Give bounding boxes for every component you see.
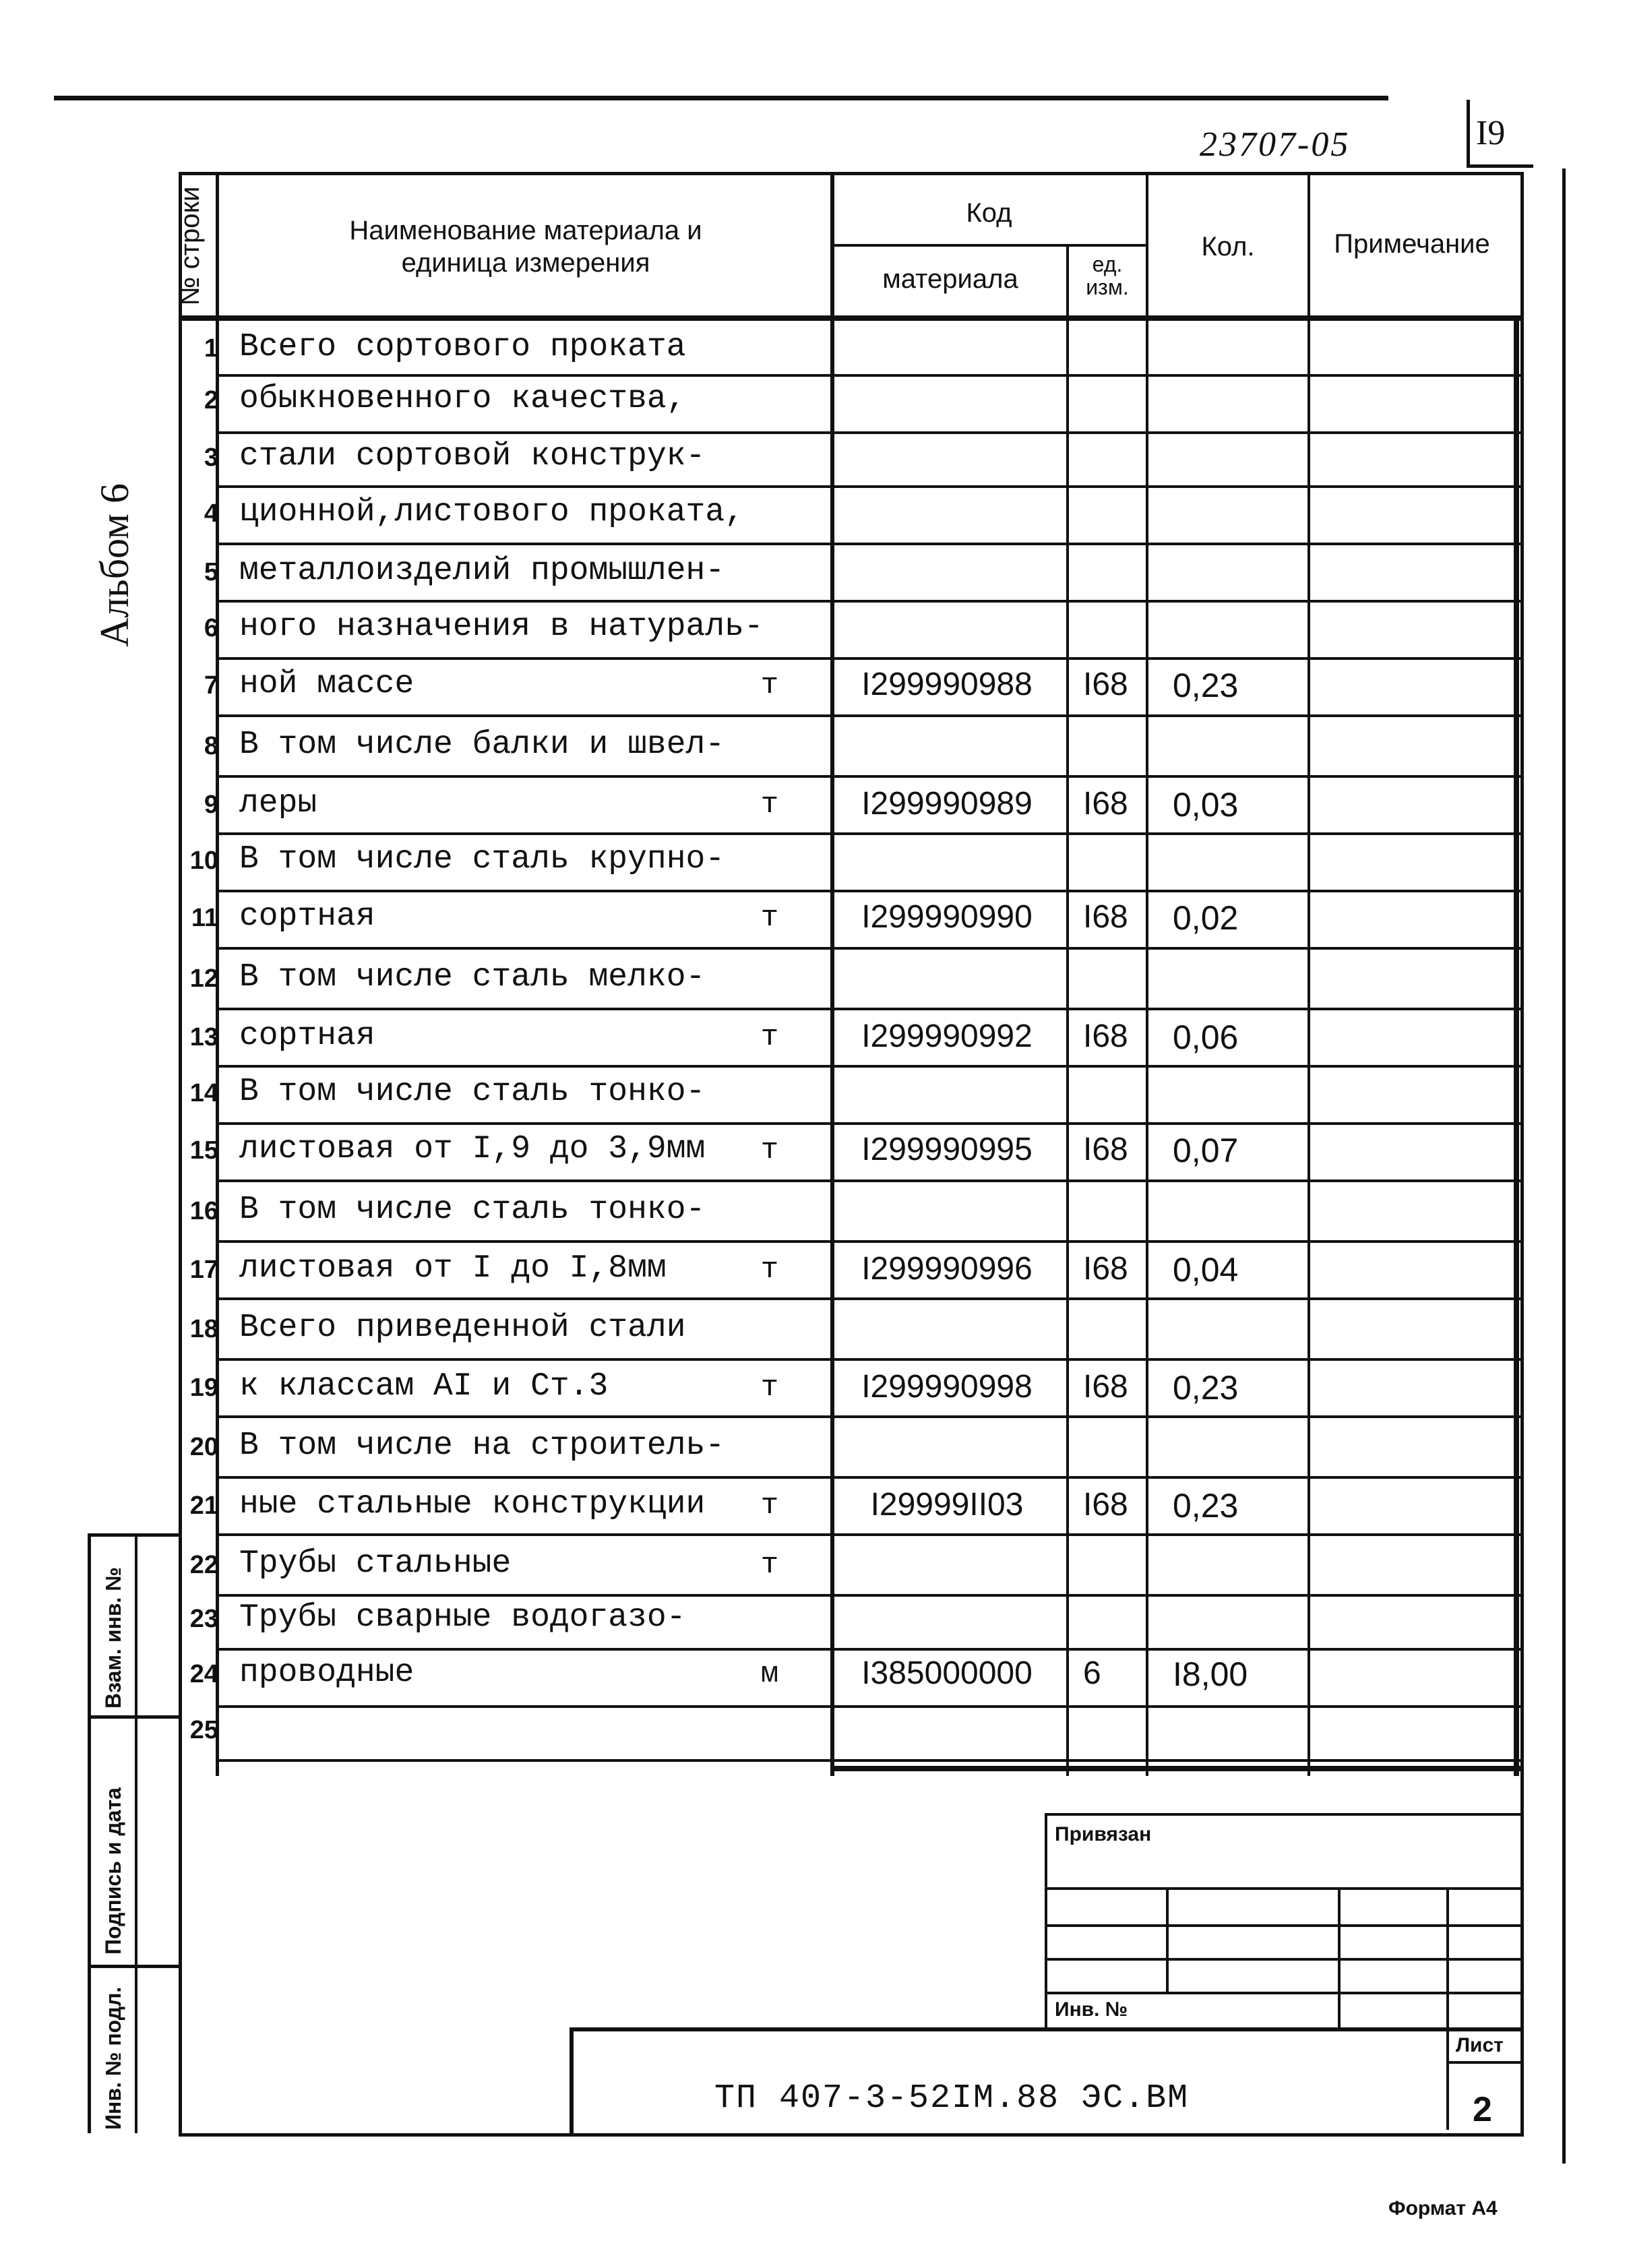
header-row-number: № строки — [175, 186, 205, 306]
col-line-code — [1066, 246, 1069, 1776]
row-unit: т — [760, 1489, 779, 1523]
row-number: 9 — [204, 791, 218, 819]
row-material-name: сортная — [239, 1018, 375, 1054]
row-unit: т — [760, 1371, 779, 1405]
sheet-number: I9 — [1476, 114, 1506, 152]
row-material-name: ные стальные конструкции — [239, 1486, 706, 1523]
row-material-name: Трубы стальные — [239, 1545, 512, 1582]
row-quantity: I8,00 — [1173, 1655, 1248, 1693]
stamp-row4 — [1045, 1992, 1524, 1994]
header-bottom — [179, 315, 1524, 321]
row-number: 22 — [189, 1550, 218, 1579]
row-separator — [216, 657, 1524, 660]
row-material-code: I299990989 — [861, 786, 1033, 822]
row-number: 23 — [189, 1604, 218, 1633]
row-separator — [216, 1759, 1524, 1762]
row-unit-code: I68 — [1083, 898, 1128, 935]
row-quantity: 0,23 — [1173, 1487, 1239, 1525]
row-separator — [216, 1179, 1524, 1182]
stamp-row2 — [1045, 1924, 1524, 1927]
row-material-name: ционной,листового проката, — [239, 493, 744, 530]
row-number: 25 — [189, 1715, 218, 1744]
row-material-name: металлоизделий промышлен- — [239, 553, 725, 589]
album-label: Альбом 6 — [92, 483, 137, 647]
row-number: 7 — [204, 671, 218, 700]
stamp-top — [1045, 1813, 1524, 1816]
row-separator — [216, 374, 1524, 377]
row-material-name: стали сортовой конструк- — [239, 438, 706, 474]
row-material-code: I299990992 — [861, 1018, 1033, 1054]
row-separator — [216, 1065, 1524, 1068]
row-separator — [216, 1297, 1524, 1300]
row-separator — [216, 832, 1524, 835]
row-number: 6 — [204, 613, 218, 642]
row-material-code: I299990998 — [861, 1369, 1033, 1405]
row-unit-code: I68 — [1083, 1487, 1128, 1523]
header-code-unit: ед. изм. — [1086, 252, 1129, 299]
row-material-code: I299990996 — [861, 1251, 1033, 1287]
row-separator — [216, 543, 1524, 545]
row-number: 24 — [189, 1660, 218, 1688]
row-number: 11 — [191, 903, 218, 932]
row-separator — [216, 1358, 1524, 1361]
row-number: 19 — [189, 1374, 218, 1402]
row-separator — [216, 1705, 1524, 1708]
row-unit: т — [760, 1547, 779, 1582]
row-separator — [216, 600, 1524, 603]
stamp-col1 — [1166, 1887, 1169, 1992]
row-separator — [216, 485, 1524, 488]
table-bottom — [830, 1766, 1524, 1771]
row-material-code: I385000000 — [861, 1655, 1033, 1691]
row-quantity: 0,04 — [1173, 1251, 1239, 1289]
row-separator — [216, 1533, 1524, 1536]
row-unit-code: I68 — [1083, 1131, 1128, 1167]
row-unit: м — [760, 1657, 779, 1691]
row-material-name: В том числе сталь мелко- — [239, 958, 706, 995]
row-material-code: I299990990 — [861, 898, 1033, 935]
row-material-name: В том числе сталь крупно- — [239, 840, 725, 878]
row-number: 16 — [189, 1196, 218, 1225]
list-label: Лист — [1456, 2034, 1504, 2056]
stamp-row3 — [1045, 1958, 1524, 1961]
row-material-code: I29999II03 — [870, 1487, 1024, 1523]
inv-podl-label: Инв. № подл. — [101, 1986, 125, 2130]
row-material-name: проводные — [239, 1655, 414, 1691]
header-name: Наименование материала и единица измерения — [349, 216, 702, 278]
list-number: 2 — [1473, 2090, 1492, 2129]
row-number: 10 — [189, 846, 218, 875]
row-unit-code: I68 — [1083, 786, 1128, 822]
row-material-code: I299990995 — [861, 1131, 1033, 1167]
row-material-name: леры — [239, 785, 317, 822]
stamp-left — [1045, 1813, 1047, 2029]
stamp-col3 — [1446, 1887, 1449, 2130]
row-material-name: В том числе балки и швел- — [239, 726, 725, 763]
row-material-name: листовая от I,9 до 3,9мм — [239, 1130, 706, 1167]
row-number: 8 — [204, 731, 218, 760]
docblock-top — [570, 2027, 1524, 2031]
row-material-name: обыкновенного качества, — [239, 381, 686, 417]
row-unit-code: I68 — [1083, 1018, 1128, 1054]
list-box-top — [1446, 2061, 1524, 2064]
row-separator — [216, 431, 1524, 434]
row-material-name: сортная — [239, 898, 375, 935]
row-separator — [216, 1122, 1524, 1125]
docblock-left — [570, 2027, 574, 2135]
row-material-name: листовая от I до I,8мм — [239, 1250, 667, 1287]
handwritten-code: 23707-05 — [1200, 125, 1351, 164]
row-number: 18 — [189, 1314, 218, 1343]
row-number: 13 — [189, 1023, 218, 1051]
right-edge — [1562, 168, 1566, 2164]
row-material-name: ного назначения в натураль- — [239, 608, 764, 645]
row-number: 2 — [204, 386, 218, 415]
row-separator — [216, 775, 1524, 778]
top-rule — [54, 96, 1388, 100]
row-material-name: В том числе на строитель- — [239, 1427, 725, 1464]
row-unit-code: 6 — [1083, 1655, 1101, 1691]
vzam-inv-label: Взам. инв. № — [101, 1567, 125, 1709]
row-unit: т — [760, 668, 779, 702]
row-quantity: 0,23 — [1173, 1369, 1239, 1407]
row-material-name: ной массе — [239, 665, 414, 702]
row-separator — [216, 890, 1524, 892]
row-separator — [216, 1415, 1524, 1418]
row-separator — [216, 947, 1524, 950]
row-number: 20 — [189, 1432, 218, 1461]
side-stamp-inner — [135, 1533, 137, 2133]
row-quantity: 0,23 — [1173, 666, 1239, 704]
row-separator — [216, 1476, 1524, 1479]
row-number: 14 — [189, 1078, 218, 1107]
row-number: 17 — [189, 1256, 218, 1284]
row-unit-code: I68 — [1083, 1369, 1128, 1405]
row-material-name: Трубы сварные водогазо- — [239, 1599, 686, 1636]
privyazan-label: Привязан — [1055, 1823, 1152, 1845]
header-code-material: материала — [882, 264, 1018, 294]
row-unit: т — [760, 900, 779, 935]
row-material-name: Всего приведенной стали — [239, 1309, 686, 1346]
row-unit: т — [760, 1133, 779, 1167]
header-note: Примечание — [1334, 229, 1490, 259]
row-unit-code: I68 — [1083, 1251, 1128, 1287]
row-number: 1 — [204, 334, 218, 363]
row-separator — [216, 1594, 1524, 1597]
stamp-row1 — [1045, 1887, 1524, 1890]
header-quantity: Кол. — [1201, 232, 1255, 262]
inv-no-label: Инв. № — [1055, 1998, 1128, 2021]
row-quantity: 0,02 — [1173, 898, 1239, 937]
row-unit: т — [760, 1253, 779, 1287]
row-separator — [216, 1240, 1524, 1243]
row-number: 4 — [204, 499, 218, 528]
stamp-col2 — [1338, 1887, 1341, 2029]
podpis-data-label: Подпись и дата — [101, 1787, 125, 1955]
row-material-name: к классам AI и Ст.3 — [239, 1368, 609, 1405]
side-stamp-left — [88, 1533, 91, 2133]
header-code: Код — [966, 198, 1012, 228]
row-separator — [216, 714, 1524, 717]
row-number: 21 — [189, 1492, 218, 1520]
row-unit: т — [760, 1020, 779, 1054]
row-separator — [216, 1008, 1524, 1010]
row-number: 3 — [204, 443, 218, 472]
row-number: 12 — [189, 964, 218, 993]
row-quantity: 0,06 — [1173, 1018, 1239, 1056]
row-quantity: 0,07 — [1173, 1131, 1239, 1169]
row-number: 15 — [189, 1136, 218, 1165]
format-label: Формат А4 — [1388, 2197, 1498, 2219]
row-material-name: В том числе сталь тонко- — [239, 1073, 706, 1110]
row-unit: т — [760, 788, 779, 822]
row-number: 5 — [204, 558, 218, 586]
row-material-name: В том числе сталь тонко- — [239, 1191, 706, 1228]
row-separator — [216, 1648, 1524, 1651]
row-unit-code: I68 — [1083, 666, 1128, 702]
row-material-name: Всего сортового проката — [239, 328, 686, 365]
header-code-split — [830, 244, 1147, 247]
row-material-code: I299990988 — [861, 666, 1033, 702]
document-code: ТП 407-3-52IМ.88 ЭС.ВМ — [714, 2079, 1190, 2118]
row-quantity: 0,03 — [1173, 786, 1239, 824]
col-line-right-inner — [1514, 317, 1519, 1776]
